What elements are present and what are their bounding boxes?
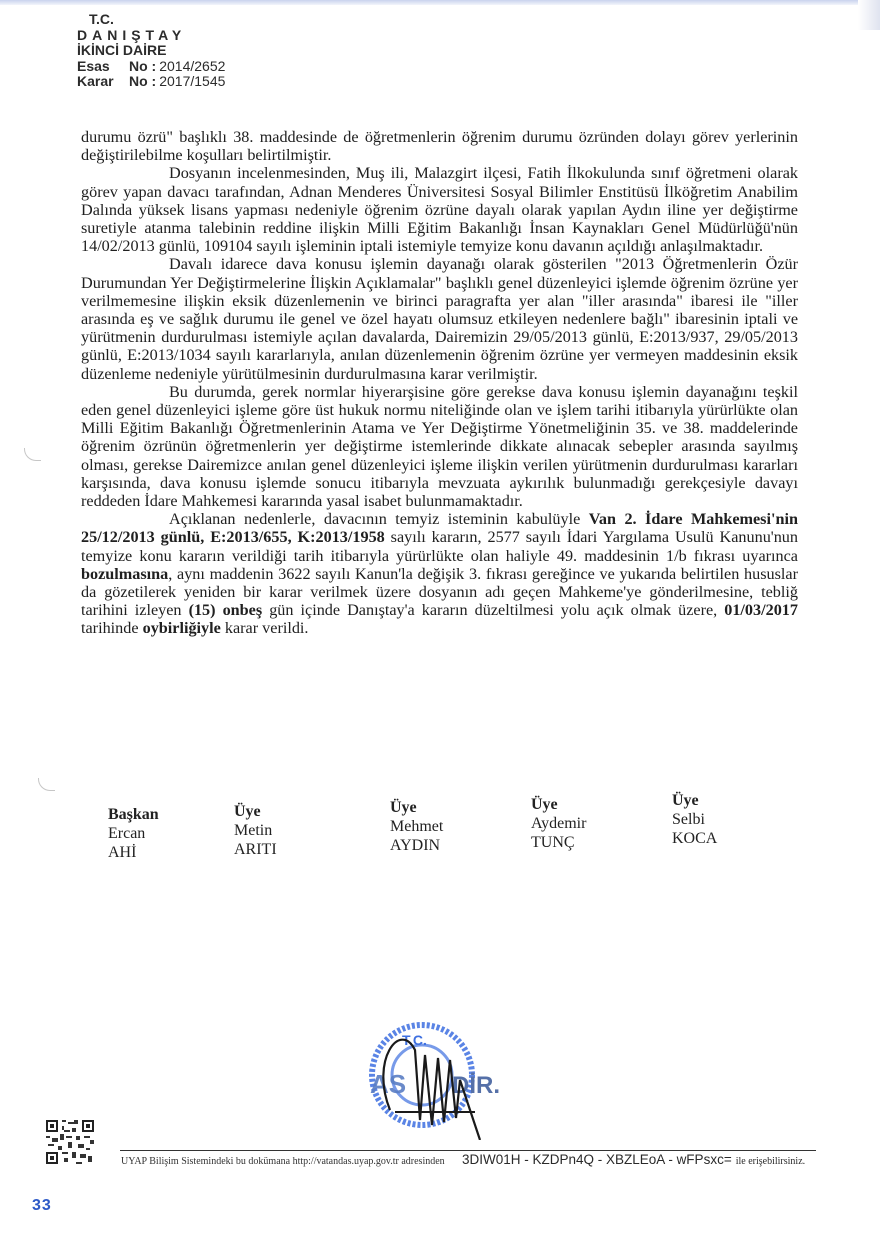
karar-label: Karar <box>77 73 114 89</box>
verdict-result: bozulmasına <box>81 564 169 583</box>
verdict-court-ref: Van 2. İdare Mahkemesi'nin 25/12/2013 günlü, E:2013/655, K:2013/1958 <box>81 510 798 547</box>
document-header <box>77 12 225 90</box>
signer-last-name: TUNÇ <box>531 834 575 851</box>
footer-verification <box>462 1152 805 1167</box>
paragraph-3: Davalı idarece dava konusu işlemin dayanağı olarak gösterilen "2013 Öğretmenlerin Özür Durumundan Yer Değiştirmelerine İlişkin Açıklamalar" başlıklı genel düzenleyici işlemde öğrenim özrüne yer verilmemesine ilişkin eksik düzenlemenin ve birinci paragrafta yer alan "iller arasında" ibaresi ile "iller arasında eş ve sağlık durumu ile genel ve özel hayatı olumsuz etkileyen nedenlere bağlı" ibaresinin iptali ve yürütmenin durdurulması istemiyle açılan davalarda, Dairemizin 29/05/2013 günlü, E:2013/937, 29/05/2013 günlü, E:2013/1034 sayılı kararlarıyla, anılan düzenlemenin öğrenim özrüne yer vermeyen maddesinin eksik düzenleme nedeniyle yürütülmesinin durdurulmasına karar verilmiştir. <box>81 255 798 383</box>
signer-first-name: Selbi <box>672 811 705 828</box>
verdict-unanimity: oybirliğiyle <box>142 619 221 638</box>
verdict-date: 01/03/2017 <box>724 601 798 620</box>
chamber-name: İKİNCİ DAİRE <box>77 42 167 58</box>
esas-row <box>77 59 225 75</box>
verdict-text: sayılı kararın, 2577 sayılı İdari Yargılama Usulü Kanunu'nun temyize konu kararın verildiği tarih itibarıyla yürürlükte olan haliyle 49. maddesinin 1/b fıkrası uyarınca <box>81 528 798 565</box>
svg-text:DİR.: DİR. <box>452 1072 500 1099</box>
signer-role: Üye <box>672 792 699 809</box>
signer-member <box>390 798 443 855</box>
scan-edge <box>0 0 880 5</box>
esas-no-label: No : <box>129 57 157 74</box>
signer-member <box>672 791 717 848</box>
handwritten-page-number: 33 <box>32 1197 52 1214</box>
paragraph-1: durumu özrü" başlıklı 38. maddesinde de öğretmenlerin öğrenim durumu özründen dolayı görev yerlerinin değiştirilebilme koşulları belirtilmiştir. <box>81 128 798 165</box>
signer-first-name: Ercan <box>108 825 146 842</box>
signer-first-name: Metin <box>234 822 273 839</box>
signer-last-name: KOCA <box>672 830 718 847</box>
verdict-text: Açıklanan nedenlerle, davacının temyiz isteminin kabulüyle <box>169 510 589 529</box>
court-name: DANIŞTAY <box>77 26 187 43</box>
verdict-period: (15) onbeş <box>188 601 263 620</box>
verdict-text: gün içinde Danıştay'a kararın düzeltilmesi yolu açık olmak üzere, <box>262 601 725 620</box>
svg-text:AS: AS <box>370 1069 407 1099</box>
karar-number: 2017/1545 <box>159 73 226 89</box>
signer-last-name: ARITI <box>234 841 277 858</box>
signer-role: Başkan <box>108 806 159 823</box>
karar-no-label: No : <box>129 73 157 89</box>
esas-label: Esas <box>77 57 110 74</box>
signer-role: Üye <box>390 799 417 816</box>
verdict-text: , aynı maddenin 3622 sayılı Kanun'la değişik 3. fıkrası gereğince ve yukarıda belirtilen hususlar da gözetilerek yeniden bir karar verilmek üzere dosyanın adı geçen Mahkeme'ye gönderilmesine, tebliğ tarihini izleyen <box>81 564 798 620</box>
verdict-text: tarihinde <box>81 619 143 638</box>
signer-first-name: Mehmet <box>390 818 444 835</box>
footer-divider <box>120 1150 816 1151</box>
signer-president <box>108 805 159 862</box>
decision-body <box>81 128 798 638</box>
verification-code: 3DIW01H - KZDPn4Q - XBZLEoA - wFPsxc= <box>462 1152 732 1167</box>
signature-block <box>108 792 748 865</box>
punch-hole-mark <box>24 448 41 461</box>
signer-role: Üye <box>531 796 558 813</box>
qr-code-icon <box>44 1118 96 1166</box>
footer-tail: ile erişebilirsiniz. <box>735 1156 806 1167</box>
signer-member <box>234 802 277 859</box>
official-seal-icon <box>360 1000 520 1140</box>
signer-first-name: Aydemir <box>531 815 587 832</box>
signer-last-name: AYDIN <box>390 837 441 854</box>
esas-number: 2014/2652 <box>159 57 226 74</box>
svg-text:T.C.: T.C. <box>402 1032 427 1048</box>
scan-shadow <box>858 0 880 30</box>
footer-notice: UYAP Bilişim Sistemindeki bu dokümana http://vatandas.uyap.gov.tr adresinden <box>121 1156 445 1167</box>
signer-role: Üye <box>234 803 261 820</box>
country-label: T.C. <box>89 11 114 27</box>
paragraph-5-verdict <box>81 510 798 637</box>
signer-last-name: AHİ <box>108 844 137 861</box>
verdict-text: karar verildi. <box>220 619 309 638</box>
paragraph-4: Bu durumda, gerek normlar hiyerarşisine göre gerekse dava konusu işlemin dayanağını teşkil eden genel düzenleyici işleme göre üst hukuk normu niteliğinde olan ve işlem tarihi itibarıyla yürürlükte olan Milli Eğitim Bakanlığı Öğretmenlerinin Atama ve Yer Değiştirme Yönetmeliğinin 35. ve 38. maddelerinde öğrenim özrünün öğretmenlerin yer değiştirme istemlerinde dikkate alınacak sebepler arasında sayılmış olması, gerekse Dairemizce anılan genel düzenleyici işleme ilişkin verilen yürütmenin durdurulması kararları karşısında, dava konusu işlemde sonucu itibarıyla mevzuata aykırılık bulunmadığı gerekçesiyle davayı reddeden İdare Mahkemesi kararında yasal isabet bulunmamaktadır. <box>81 382 798 511</box>
karar-row <box>77 74 225 90</box>
punch-hole-mark <box>38 778 55 791</box>
signer-member <box>531 795 586 852</box>
paragraph-2: Dosyanın incelenmesinden, Muş ili, Malazgirt ilçesi, Fatih İlkokulunda sınıf öğretmeni olarak görev yapan davacı tarafından, Adnan Menderes Üniversitesi Sosyal Bilimler Enstitüsü İlköğretim Anabilim Dalında yüksek lisans yapması nedeniyle öğrenim özrüne dayalı olarak yapılan Aydın iline yer değiştirme suretiyle atanma talebinin reddine ilişkin Milli Eğitim Bakanlığı İnsan Kaynakları Genel Müdürlüğü'nün 14/02/2013 günlü, 109104 sayılı işleminin iptali istemiyle temyize konu davanın açıldığı anlaşılmaktadır. <box>81 164 798 256</box>
